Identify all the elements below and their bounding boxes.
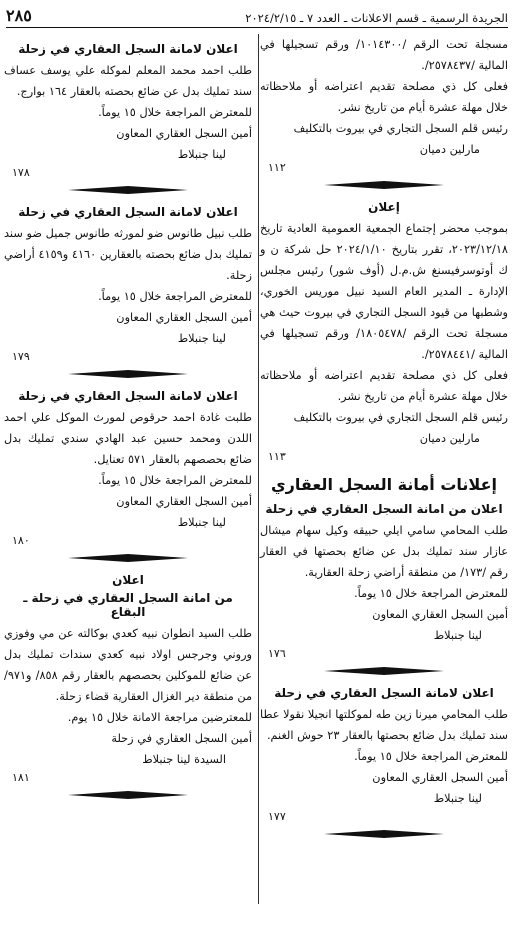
notice-subtitle: من امانة السجل العقاري في زحلة ـ البقاع [23, 591, 233, 619]
notice-number: ١٨٠ [12, 534, 30, 547]
notice-text: فعلى كل ذي مصلحة تقديم اعتراضه أو ملاحظاته خلال مهلة عشرة أيام من تاريخ نشر. [260, 369, 508, 403]
signature-title: أمين السجل العقاري المعاون [116, 311, 252, 324]
signature-title: أمين السجل العقاري المعاون [372, 771, 508, 784]
notice-title: إعلان [368, 200, 400, 214]
left-column [4, 34, 252, 924]
gazette-header-title: الجريدة الرسمية ـ قسم الاعلانات ـ العدد ٧ ـ ٢٠٢٤/٢/١٥ [245, 11, 508, 25]
signature-name: لينا جنبلاط [433, 792, 482, 805]
notice-text: طلب السيد انطوان نبيه كعدي بوكالته عن مي وفوزي وروني وجرجس اولاد نبيه كعدي سندات تمليك بدل عن ضائع للموكلين بحصصهم بالعقار رقم ٨٥٨/ و٩٧١/ من منطقة دير الغزال العقارية قضاء زحلة. [4, 627, 252, 703]
notice-number: ١١٢ [268, 161, 286, 174]
section-title: إعلانات أمانة السجل العقاري [271, 475, 497, 494]
notice-text: بموجب محضر إجتماع الجمعية العمومية العادية تاريخ ٢٠٢٣/١٢/١٨، تقرر بتاريخ ٢٠٢٤/١/١٠ حل شركة ن و ك أوتوسرفيسنغ ش.م.ل (أوف شور) رئيس مجلس الإدارة ـ المدير العام السيد نبيل موريس الخوري، وشطبها من قيود السجل التجاري في بيروت حيث هي مسجلة تحت الرقم /١٨٠٥٤٧٨/ ورقم تسجيلها في المالية /٢٥٧٨٤٤١/. [260, 222, 508, 361]
signature-name: لينا جنبلاط [177, 148, 226, 161]
notice-text: للمعترض المراجعة خلال ١٥ يوماً. [354, 587, 508, 600]
separator-rule [4, 369, 252, 379]
notice-179 [4, 205, 252, 365]
separator-rule [4, 553, 252, 563]
notice-text: طلب احمد محمد المعلم لموكله علي يوسف عساف سند تمليك بدل عن ضائع بحصته بالعقار ١٦٤ بوارج. [4, 64, 252, 98]
notice-text: للمعترض المراجعة خلال ١٥ يوماً. [354, 750, 508, 763]
notice-text: مسجلة تحت الرقم /١٠١٤٣٠٠/ ورقم تسجيلها في المالية /٢٥٧٨٤٣٧/. [260, 38, 508, 72]
notice-text: فعلى كل ذي مصلحة تقديم اعتراضه أو ملاحظاته خلال مهلة عشرة أيام من تاريخ نشر. [260, 80, 508, 114]
signature-name: السيدة لينا جنبلاط [142, 753, 226, 766]
notice-181 [4, 573, 252, 786]
notice-text: طلب المحامي سامي ايلي حبيقه وكيل سهام ميشال عازار سند تمليك بدل عن ضائع بحصتها في العقار رقم /١٧٣/ من منطقة أراضي زحلة العقارية. [260, 524, 508, 579]
notice-text: للمعترض المراجعة خلال ١٥ يوماً. [98, 474, 252, 487]
signature-title: أمين السجل العقاري في زحلة [111, 732, 252, 745]
signature-title: أمين السجل العقاري المعاون [116, 127, 252, 140]
notice-text: للمعترض المراجعة خلال ١٥ يوماً. [98, 106, 252, 119]
notice-number: ١٧٨ [12, 166, 30, 179]
notice-177 [260, 686, 508, 825]
notice-text: طلبت غادة احمد حرقوص لمورث الموكل علي احمد اللدن ومحمد حسين عبد الهادي سندي تمليك بدل ضائع بحصصهم بالعقار ٥٧١ تعنايل. [4, 411, 252, 466]
notice-title: اعلان لامانة السجل العقاري في زحلة [18, 42, 238, 56]
notice-number: ١٧٦ [268, 647, 286, 660]
notice-title: اعلان [112, 573, 144, 587]
notice-180 [4, 389, 252, 549]
notice-number: ١٨١ [12, 771, 30, 784]
separator-rule [260, 180, 508, 190]
signature-title: رئيس قلم السجل التجاري في بيروت بالتكليف [293, 122, 508, 135]
notice-number: ١١٣ [268, 450, 286, 463]
right-column [260, 34, 508, 924]
notice-title: اعلان لامانة السجل العقاري في زحلة [274, 686, 494, 700]
signature-name: مارلين دميان [419, 143, 480, 156]
signature-name: مارلين دميان [419, 432, 480, 445]
notice-number: ١٧٧ [268, 810, 286, 823]
notice-text: للمعترض المراجعة خلال ١٥ يوماً. [98, 290, 252, 303]
signature-name: لينا جنبلاط [177, 332, 226, 345]
notice-title: اعلان من امانة السجل العقاري في زحلة [265, 502, 503, 516]
signature-name: لينا جنبلاط [177, 516, 226, 529]
signature-title: أمين السجل العقاري المعاون [372, 608, 508, 621]
notice-number: ١٧٩ [12, 350, 30, 363]
notice-113 [260, 200, 508, 465]
notice-title: اعلان لامانة السجل العقاري في زحلة [18, 205, 238, 219]
separator-rule [260, 829, 508, 839]
signature-title: رئيس قلم السجل التجاري في بيروت بالتكليف [293, 411, 508, 424]
separator-rule [4, 185, 252, 195]
signature-name: لينا جنبلاط [433, 629, 482, 642]
separator-rule [4, 790, 252, 800]
page-number: ٢٨٥ [6, 6, 32, 25]
column-divider [258, 34, 259, 904]
notice-178 [4, 42, 252, 181]
notice-text: طلب المحامي ميرنا زين طه لموكلتها انجيلا نقولا عطا سند تمليك بدل ضائع بحصتها بالعقار ٢٣ حوش الغنم. [260, 708, 508, 742]
notice-title: اعلان لامانة السجل العقاري في زحلة [18, 389, 238, 403]
signature-title: أمين السجل العقاري المعاون [116, 495, 252, 508]
notice-text: للمعترضين مراجعة الامانة خلال ١٥ يوم. [67, 711, 252, 724]
page-header [6, 6, 508, 28]
continued-notice [260, 34, 508, 176]
notice-176 [260, 502, 508, 662]
separator-rule [260, 666, 508, 676]
notice-text: طلب نبيل طانوس ضو لمورثه طانوس جميل ضو سند تمليك بدل ضائع بحصته بالعقارين ٤١٦٠ و٤١٥٩ أراضي زحلة. [4, 227, 252, 282]
